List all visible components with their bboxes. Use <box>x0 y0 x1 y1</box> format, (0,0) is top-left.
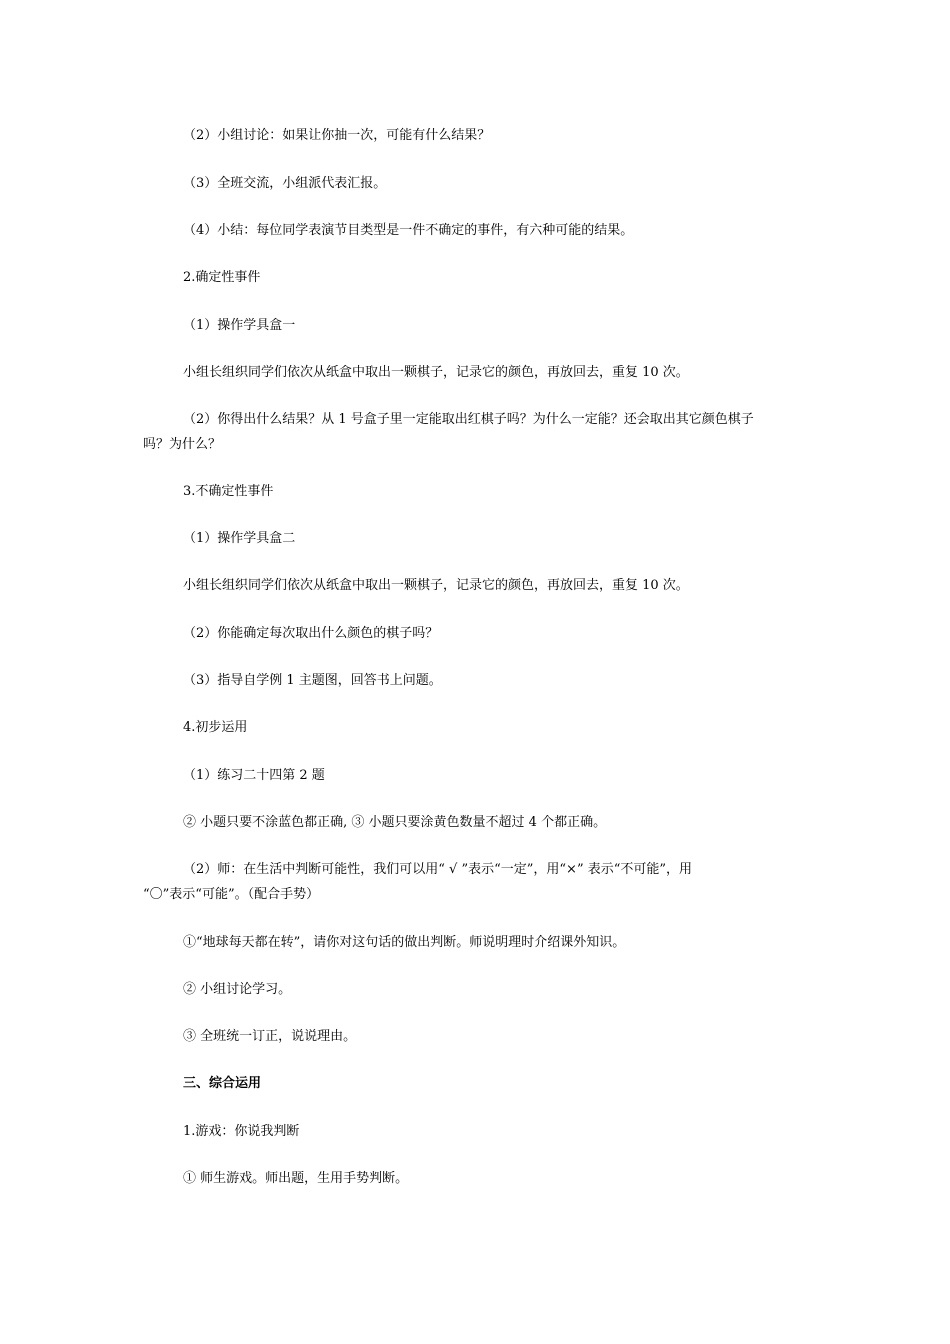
paragraph-class-correction: ③ 全班统一订正，说说理由。 <box>183 1029 357 1044</box>
paragraph-group-study: ② 小组讨论学习。 <box>183 982 292 997</box>
paragraph-teacher-symbols: （2）师：在生活中判断可能性，我们可以用“ √ ”表示“一定”，用“×” 表示“不可能”，用 <box>183 862 693 877</box>
paragraph-result-question-continued: 吗？为什么？ <box>143 437 222 452</box>
section-heading-comprehensive-use: 三、综合运用 <box>183 1076 262 1091</box>
paragraph-answers: ② 小题只要不涂蓝色都正确, ③ 小题只要涂黄色数量不超过 4 个都正确。 <box>183 815 607 830</box>
paragraph-summary: （4）小结：每位同学表演节目类型是一件不确定的事件，有六种可能的结果。 <box>183 223 634 238</box>
paragraph-determine-color: （2）你能确定每次取出什么颜色的棋子吗？ <box>183 626 439 641</box>
paragraph-operate-box-one: （1）操作学具盒一 <box>183 318 296 333</box>
paragraph-group-leader-one: 小组长组织同学们依次从纸盒中取出一颗棋子，记录它的颜色，再放回去，重复 10 次。 <box>183 365 689 380</box>
paragraph-game-description: ① 师生游戏。师出题，生用手势判断。 <box>183 1171 409 1186</box>
paragraph-group-leader-two: 小组长组织同学们依次从纸盒中取出一颗棋子，记录它的颜色，再放回去，重复 10 次。 <box>183 578 689 593</box>
paragraph-class-exchange: （3）全班交流，小组派代表汇报。 <box>183 176 387 191</box>
paragraph-self-study: （3）指导自学例 1 主题图，回答书上问题。 <box>183 673 442 688</box>
section-heading-certain-events: 2.确定性事件 <box>183 270 261 285</box>
paragraph-earth-rotates: ①“地球每天都在转”，请你对这句话的做出判断。师说明理时介绍课外知识。 <box>183 935 626 950</box>
paragraph-operate-box-two: （1）操作学具盒二 <box>183 531 296 546</box>
paragraph-game-title: 1.游戏：你说我判断 <box>183 1124 300 1139</box>
paragraph-result-question: （2）你得出什么结果？从 1 号盒子里一定能取出红棋子吗？为什么一定能？还会取出其它颜色棋子 <box>183 412 754 427</box>
paragraph-teacher-symbols-continued: “〇”表示“可能”。（配合手势） <box>143 887 320 902</box>
section-heading-uncertain-events: 3.不确定性事件 <box>183 484 274 499</box>
section-heading-initial-use: 4.初步运用 <box>183 720 248 735</box>
paragraph-exercise: （1）练习二十四第 2 题 <box>183 768 325 783</box>
paragraph-group-discussion: （2）小组讨论：如果让你抽一次，可能有什么结果？ <box>183 128 491 143</box>
